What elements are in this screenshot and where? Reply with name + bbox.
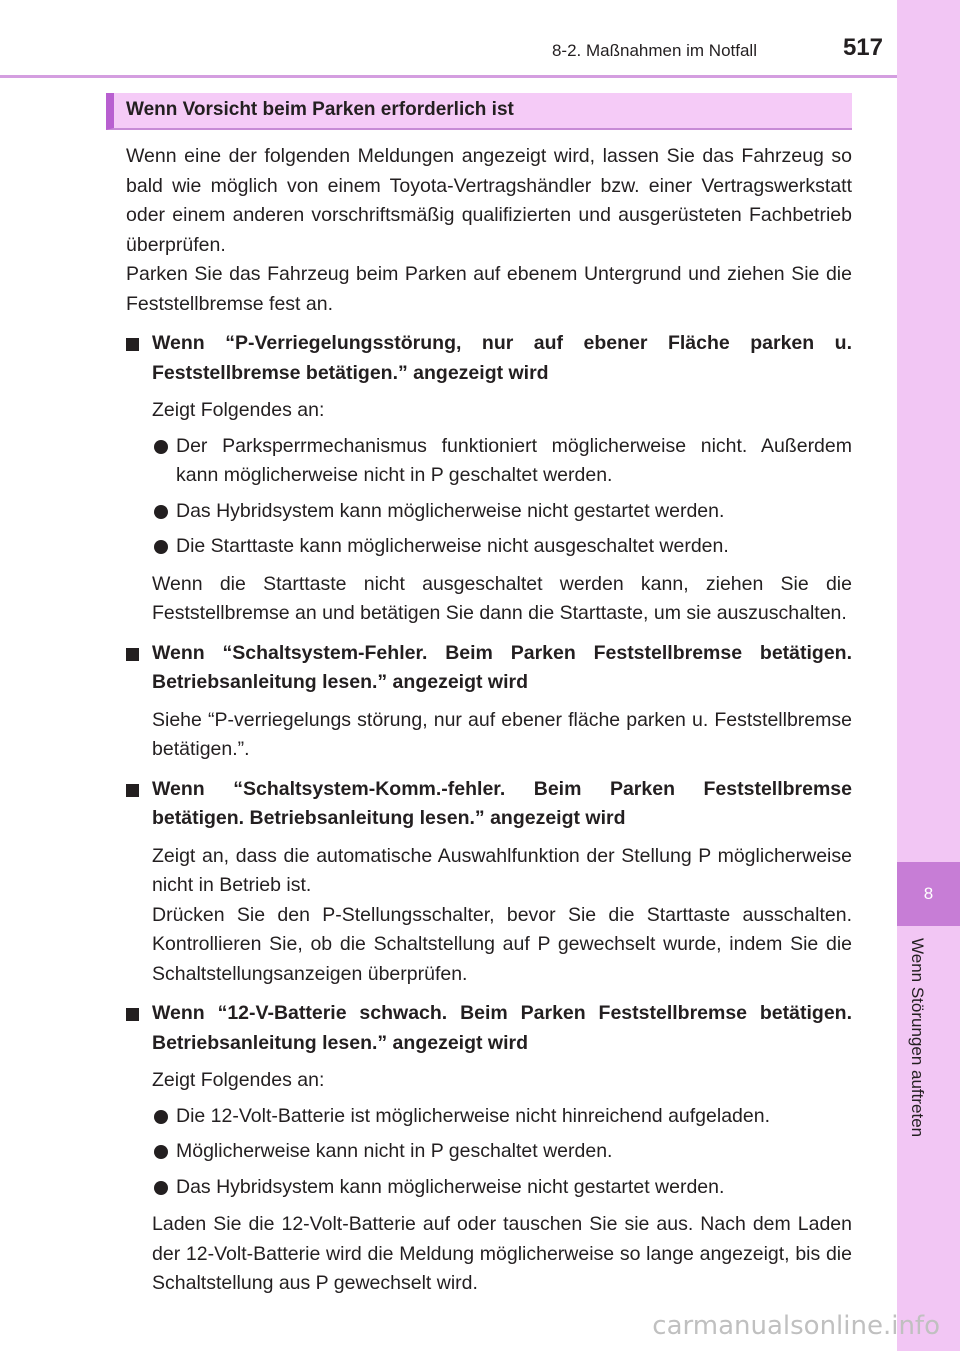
circle-bullet-icon <box>154 1181 168 1195</box>
body-text: Zeigt an, dass die automatische Auswahlfunktion der Stellung P möglicherweise nicht in Betrieb ist. <box>152 844 852 896</box>
list-item: Die 12-Volt-Batterie ist möglicherweise nicht hinreichend aufgeladen. <box>106 1102 852 1132</box>
page-header <box>0 0 897 76</box>
message-heading: Wenn “12-V-Batterie schwach. Beim Parken Feststellbremse betätigen. Betriebsanleitung lesen.” angezeigt wird <box>106 999 852 1058</box>
square-bullet-icon <box>126 648 139 661</box>
circle-bullet-icon <box>154 505 168 519</box>
watermark: carmanualsonline.info <box>652 1311 940 1341</box>
circle-bullet-icon <box>154 440 168 454</box>
circle-bullet-icon <box>154 1110 168 1124</box>
square-bullet-icon <box>126 784 139 797</box>
body-text: Zeigt Folgendes an: <box>152 399 325 421</box>
intro-paragraph: Parken Sie das Fahrzeug beim Parken auf ebenem Untergrund und ziehen Sie die Feststellbremse fest an. <box>126 263 852 315</box>
body-text: Drücken Sie den P-Stellungsschalter, bevor Sie die Starttaste ausschalten. Kontrollieren Sie, ob die Schaltstellung auf P gewechselt wurde, indem Sie die Schaltstellungsanzeigen überprüfen. <box>152 903 852 985</box>
page-number: 517 <box>842 34 883 61</box>
list-item: Der Parksperrmechanismus funktioniert möglicherweise nicht. Außerdem kann möglicherweise nicht in P geschaltet werden. <box>106 432 852 491</box>
header-divider <box>0 75 897 78</box>
body-text: Zeigt Folgendes an: <box>152 1069 325 1091</box>
body-text: Siehe “P-verriegelungs störung, nur auf ebener fläche parken u. Feststellbremse betätigen.”. <box>152 708 852 760</box>
list-item: Das Hybridsystem kann möglicherweise nicht gestartet werden. <box>106 497 852 527</box>
square-bullet-icon <box>126 338 139 351</box>
message-heading: Wenn “Schaltsystem-Fehler. Beim Parken Feststellbremse betätigen. Betriebsanleitung lesen.” angezeigt wird <box>106 639 852 698</box>
chapter-number: 8 <box>897 862 960 926</box>
page-content <box>106 93 852 1299</box>
intro-paragraph: Wenn eine der folgenden Meldungen angezeigt wird, lassen Sie das Fahrzeug so bald wie möglich von einem Toyota-Vertragshändler bzw. einer Vertragswerkstatt oder einem anderen vorschriftsmäßig qualifizierten und ausgerüsteten Fachbetrieb überprüfen. <box>126 145 852 256</box>
list-item: Möglicherweise kann nicht in P geschaltet werden. <box>106 1137 852 1167</box>
list-item: Die Starttaste kann möglicherweise nicht ausgeschaltet werden. <box>106 532 852 562</box>
message-heading: Wenn “P-Verriegelungsstörung, nur auf ebener Fläche parken u. Feststellbremse betätigen.” angezeigt wird <box>106 329 852 388</box>
circle-bullet-icon <box>154 1145 168 1159</box>
circle-bullet-icon <box>154 540 168 554</box>
square-bullet-icon <box>126 1008 139 1021</box>
message-heading: Wenn “Schaltsystem-Komm.-fehler. Beim Parken Feststellbremse betätigen. Betriebsanleitung lesen.” angezeigt wird <box>106 775 852 834</box>
list-item: Das Hybridsystem kann möglicherweise nicht gestartet werden. <box>106 1173 852 1203</box>
body-text: Laden Sie die 12-Volt-Batterie auf oder tauschen Sie sie aus. Nach dem Laden der 12-Volt-Batterie wird die Meldung möglicherweise so lange angezeigt, bis die Schaltstellung aus P gewechselt wird. <box>152 1213 852 1294</box>
section-title: Wenn Vorsicht beim Parken erforderlich ist <box>106 93 852 130</box>
chapter-label: Wenn Störungen auftreten <box>908 938 927 1138</box>
body-text: Wenn die Starttaste nicht ausgeschaltet werden kann, ziehen Sie die Feststellbremse an und betätigen Sie dann die Starttaste, um sie auszuschalten. <box>152 572 852 624</box>
section-breadcrumb: 8-2. Maßnahmen im Notfall <box>551 41 757 60</box>
